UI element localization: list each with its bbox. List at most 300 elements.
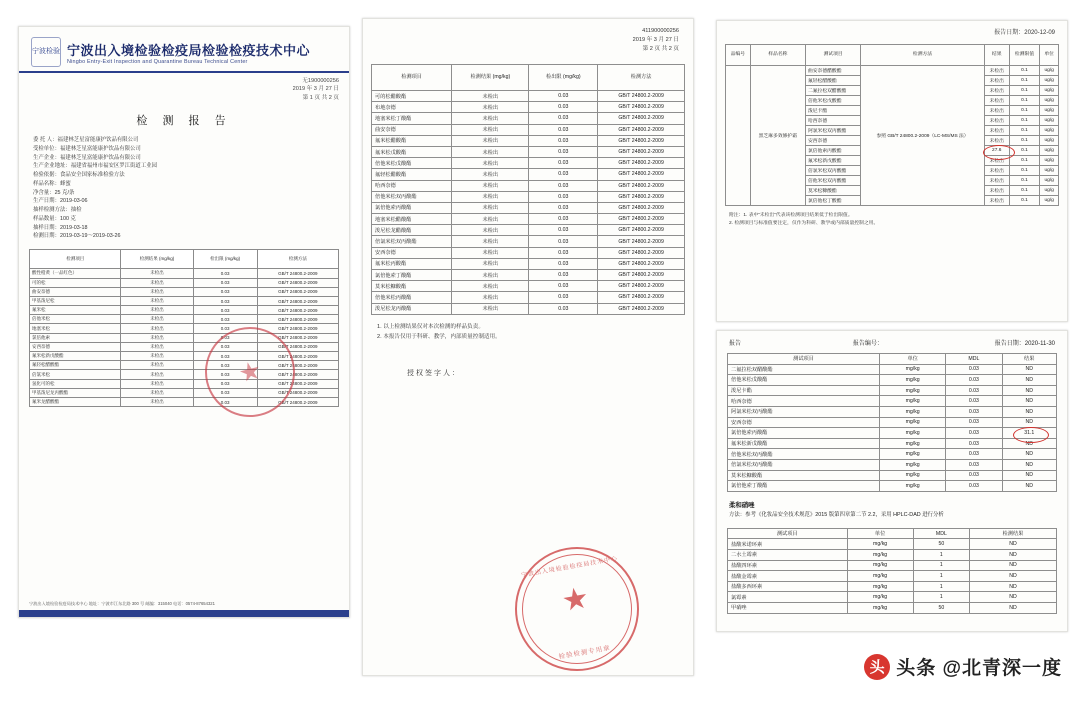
doc3-limit: 0.1 (1009, 86, 1040, 96)
table-cell: 1 (913, 581, 969, 592)
doc1-field-9: 样品数量：100 克 (33, 215, 76, 222)
table-cell: 盐酸金霉素 (728, 571, 848, 582)
table-cell: GB/T 24800.2-2009 (257, 269, 338, 278)
table-row (372, 303, 685, 314)
doc3-table-col-5: 检测限值 (1009, 45, 1040, 66)
table-cell: mg/kg (880, 438, 946, 449)
table-row (30, 306, 339, 315)
table-row (30, 278, 339, 287)
table-cell: 0.03 (193, 278, 257, 287)
table-row (728, 396, 1057, 407)
doc4-table1-col-2: MDL (946, 354, 1002, 365)
table-cell: 未检出 (121, 352, 193, 361)
table-cell: 未检出 (452, 214, 529, 225)
doc3-limit: 0.1 (1009, 96, 1040, 106)
table-cell: GB/T 24800.2-2009 (598, 214, 685, 225)
doc3-unit: ug/g (1040, 186, 1059, 196)
table-cell: 0.03 (946, 481, 1002, 492)
doc3-result: 未检出 (984, 126, 1009, 136)
doc3-limit: 0.1 (1009, 176, 1040, 186)
table-cell: GB/T 24800.2-2009 (257, 306, 338, 315)
table-cell: 未检出 (452, 225, 529, 236)
table-cell: 泼尼松龙丙酸酯 (372, 303, 452, 314)
table-row (728, 385, 1057, 396)
table-cell: 未检出 (121, 315, 193, 324)
table-row (372, 281, 685, 292)
doc3-sample-name: 黑芝麻多效修护霜 (750, 66, 805, 206)
doc3-limit: 0.1 (1009, 196, 1040, 206)
table-cell: mg/kg (847, 571, 913, 582)
table-cell: ND (1002, 417, 1057, 428)
table-cell: 0.03 (529, 202, 598, 213)
table-cell: 安西奈德 (30, 342, 121, 351)
table-row (728, 571, 1057, 582)
doc1-footer (19, 598, 349, 617)
table-cell: mg/kg (880, 396, 946, 407)
table-row (728, 438, 1057, 449)
doc2-table-col-0: 检测项目 (372, 64, 452, 90)
table-cell: 0.03 (529, 135, 598, 146)
doc3-table-col-3: 检测方法 (861, 45, 985, 66)
table-row (30, 397, 339, 406)
table-cell: 泼尼松龙醋酸酯 (372, 225, 452, 236)
doc3-unit: ug/g (1040, 126, 1059, 136)
doc2-table-col-1: 检测结果 (mg/kg) (452, 64, 529, 90)
table-cell: 0.03 (193, 324, 257, 333)
table-cell: ND (969, 571, 1056, 582)
table-row (728, 581, 1057, 592)
table-row (372, 180, 685, 191)
doc4-highlight-ellipse (1013, 427, 1049, 443)
doc1-field-7: 生产日期：2019-03-06 (33, 198, 88, 205)
table-cell: 0.03 (193, 287, 257, 296)
table-cell: 0.03 (946, 459, 1002, 470)
seal-bottom-text: 检验检测专用章 (558, 644, 612, 661)
table-row (372, 91, 685, 102)
table-cell: 0.03 (529, 270, 598, 281)
table-cell: 未检出 (121, 333, 193, 342)
table-cell: 0.03 (946, 385, 1002, 396)
table-cell: 0.03 (529, 180, 598, 191)
table-cell: 盐酸四环素 (728, 560, 848, 571)
table-cell: 二氟拉松双醋酸酯 (728, 364, 880, 375)
table-cell: 氟米松丙酸酯 (372, 258, 452, 269)
doc1-report-title: 检 测 报 告 (136, 115, 232, 128)
agency-logo-icon: 宁波检验 (31, 37, 61, 67)
table-cell: GB/T 24800.2-2009 (598, 102, 685, 113)
table-cell: 氯倍他索丁酸酯 (728, 481, 880, 492)
table-cell: 0.03 (529, 146, 598, 157)
table-cell: 未检出 (121, 296, 193, 305)
table-row (30, 388, 339, 397)
table-row (372, 202, 685, 213)
table-cell: 0.03 (946, 428, 1002, 439)
table-cell: GB/T 24800.2-2009 (257, 379, 338, 388)
table-row (30, 315, 339, 324)
table-cell: 倍他米松丙酸酯 (372, 292, 452, 303)
table-cell: 地塞米松 (30, 324, 121, 333)
table-row (372, 102, 685, 113)
table-cell: 未检出 (121, 306, 193, 315)
table-cell: 氟米松新戊酸酯 (30, 352, 121, 361)
table-cell: 0.03 (193, 379, 257, 388)
table-cell: 未检出 (121, 324, 193, 333)
table-cell: GB/T 24800.2-2009 (598, 270, 685, 281)
table-cell: 氟米松新戊酸酯 (728, 438, 880, 449)
table-cell: 0.03 (529, 281, 598, 292)
table-row (728, 449, 1057, 460)
table-cell: GB/T 24800.2-2009 (257, 342, 338, 351)
table-row (30, 296, 339, 305)
doc4-table1-col-3: 结果 (1002, 354, 1057, 365)
table-row (372, 146, 685, 157)
doc2-red-seal-stamp (505, 537, 649, 681)
table-cell: 可的松 (30, 278, 121, 287)
table-cell: 0.03 (529, 214, 598, 225)
doc3-limit: 0.1 (1009, 76, 1040, 86)
table-row (728, 560, 1057, 571)
table-cell: 未检出 (452, 236, 529, 247)
doc3-limit: 0.1 (1009, 146, 1040, 156)
table-cell: 泼尼卡酯 (728, 385, 880, 396)
doc1-table-header-row (30, 250, 339, 269)
doc1-title-en: Ningbo Entry-Exit Inspection and Quarantine Bureau Technical Center (67, 58, 248, 65)
table-cell: GB/T 24800.2-2009 (598, 281, 685, 292)
doc3-result: 未检出 (984, 196, 1009, 206)
seal-top-text: 宁波出入境检验检疫局技术中心 (520, 556, 619, 580)
table-cell: 倍他米松双丙酸酯 (372, 191, 452, 202)
table-cell: GB/T 24800.2-2009 (598, 258, 685, 269)
table-cell: 盐酸米诺环素 (728, 539, 848, 550)
table-cell: 未检出 (452, 124, 529, 135)
table-cell: 0.03 (193, 296, 257, 305)
table-cell: 哈西奈德 (728, 396, 880, 407)
doc1-field-5: 样品名称：蜂蜜 (33, 180, 71, 187)
doc1-table-col-1: 检测结果 (mg/kg) (121, 250, 193, 269)
table-cell: ND (969, 550, 1056, 561)
table-cell: 氯倍他索丙酸酯 (372, 202, 452, 213)
doc4-header-mid: 报告编号： (852, 341, 883, 347)
document-bottom-right (716, 330, 1068, 632)
doc3-unit: ug/g (1040, 146, 1059, 156)
table-cell: 0.03 (946, 438, 1002, 449)
table-cell: mg/kg (847, 550, 913, 561)
table-cell: ND (969, 602, 1056, 613)
table-row (728, 592, 1057, 603)
doc3-test-item: 氟轻松醋酸酯 (805, 76, 860, 86)
table-row (728, 417, 1057, 428)
table-cell: 未检出 (121, 278, 193, 287)
table-cell: ND (1002, 385, 1057, 396)
table-cell: 未检出 (452, 169, 529, 180)
table-cell: 0.03 (946, 470, 1002, 481)
table-cell: ND (969, 592, 1056, 603)
doc3-result: 未检出 (984, 186, 1009, 196)
doc2-table-header-row (372, 64, 685, 90)
table-cell: 未检出 (121, 342, 193, 351)
doc3-unit: ug/g (1040, 156, 1059, 166)
table-cell: 0.03 (193, 269, 257, 278)
table-row (372, 113, 685, 124)
doc3-notes: 附注：1. 表中“未检出”代表该检测项目结果低于检出限值。 2. 检测项目与标准值要注定，仅作为科研、教学或内部质量控制之用。 (729, 213, 879, 227)
doc1-field-3: 生产企业地址：福建省福州市福安区罗江街道工业园 (33, 163, 157, 170)
doc3-report-date: 报告日期：2020-12-09 (994, 30, 1055, 36)
doc3-result: 未检出 (984, 116, 1009, 126)
table-cell: 0.03 (529, 124, 598, 135)
doc3-result: 未检出 (984, 66, 1009, 76)
doc3-limit: 0.1 (1009, 156, 1040, 166)
table-cell: 50 (913, 539, 969, 550)
table-cell: 莫米松糠酸酯 (728, 470, 880, 481)
table-cell: ND (1002, 481, 1057, 492)
table-cell: 0.03 (529, 91, 598, 102)
table-cell: GB/T 24800.2-2009 (257, 361, 338, 370)
table-cell: 未检出 (121, 397, 193, 406)
doc3-result: 未检出 (984, 136, 1009, 146)
table-cell: 未检出 (452, 113, 529, 124)
table-row (372, 169, 685, 180)
table-cell: GB/T 24800.2-2009 (257, 287, 338, 296)
table-cell: ND (1002, 406, 1057, 417)
doc1-header (19, 27, 349, 73)
table-cell: 1 (913, 592, 969, 603)
doc3-table-header-row (726, 45, 1059, 66)
doc4-header (717, 331, 1067, 347)
table-cell: 0.03 (529, 258, 598, 269)
doc1-table-col-0: 检测项目 (30, 250, 121, 269)
table-cell: GB/T 24800.2-2009 (257, 388, 338, 397)
table-cell: GB/T 24800.2-2009 (598, 303, 685, 314)
table-row (30, 269, 339, 278)
table-cell: 倍他米松戊酸酯 (372, 158, 452, 169)
table-cell: 0.03 (193, 370, 257, 379)
doc3-test-item: 安西奈德 (805, 136, 860, 146)
table-row (372, 191, 685, 202)
table-row (726, 66, 1059, 76)
doc4-header-left: 报告 (729, 341, 742, 347)
doc3-limit: 0.1 (1009, 186, 1040, 196)
watermark (864, 653, 1062, 680)
table-cell: GB/T 24800.2-2009 (598, 202, 685, 213)
table-cell: ND (1002, 375, 1057, 386)
table-row (728, 406, 1057, 417)
table-cell: 0.03 (193, 397, 257, 406)
doc3-highlight-ellipse (983, 145, 1015, 160)
table-row (728, 550, 1057, 561)
table-cell: 氯倍他索 (30, 333, 121, 342)
table-cell: 0.03 (529, 169, 598, 180)
doc3-limit: 0.1 (1009, 66, 1040, 76)
table-cell: 甲硝唑 (728, 602, 848, 613)
table-row (372, 258, 685, 269)
doc4-table1-col-1: 单位 (880, 354, 946, 365)
table-cell: ND (969, 560, 1056, 571)
table-cell: mg/kg (880, 417, 946, 428)
doc3-unit: ug/g (1040, 166, 1059, 176)
table-cell: GB/T 24800.2-2009 (598, 169, 685, 180)
doc3-test-item: 阿氯米松双丙酸酯 (805, 126, 860, 136)
doc3-test-item: 曲安奈德醋酸酯 (805, 66, 860, 76)
doc1-field-6: 净含量：25 克/条 (33, 189, 75, 196)
doc3-unit: ug/g (1040, 136, 1059, 146)
table-cell: GB/T 24800.2-2009 (598, 180, 685, 191)
table-cell: 可的松醋酸酯 (372, 91, 452, 102)
table-cell: 未检出 (121, 379, 193, 388)
table-cell: mg/kg (880, 449, 946, 460)
table-cell: 0.03 (193, 342, 257, 351)
table-cell: 0.03 (529, 102, 598, 113)
table-cell: GB/T 24800.2-2009 (598, 225, 685, 236)
doc1-table-col-3: 检测方法 (257, 250, 338, 269)
table-cell: 未检出 (452, 258, 529, 269)
table-cell: 哈西奈德 (372, 180, 452, 191)
doc3-result: 未检出 (984, 156, 1009, 166)
table-cell: 0.03 (946, 417, 1002, 428)
doc3-table-col-2: 测试项目 (805, 45, 860, 66)
doc3-result: 未检出 (984, 166, 1009, 176)
table-cell: 未检出 (452, 247, 529, 258)
table-cell: 1 (913, 571, 969, 582)
doc4-section-subtitle: 方法：参考《化妆品安全技术规范》2015 版第四章第二节 2.2，采用 HPLC-DAD 进行分析 (729, 511, 944, 518)
doc4-table2-header-row (728, 528, 1057, 539)
doc4-results-table-1 (727, 353, 1057, 492)
table-cell: 未检出 (452, 91, 529, 102)
doc1-blue-bar (19, 610, 349, 617)
doc3-result: 未检出 (984, 96, 1009, 106)
doc2-table-col-2: 检出限 (mg/kg) (529, 64, 598, 90)
doc3-table-col-1: 样品名称 (750, 45, 805, 66)
table-cell: ND (1002, 449, 1057, 460)
table-cell: 氟米松醋酸酯 (372, 135, 452, 146)
table-cell: 氟米松戊酸酯 (372, 146, 452, 157)
table-cell: mg/kg (847, 560, 913, 571)
table-cell: GB/T 24800.2-2009 (257, 324, 338, 333)
table-cell: 0.03 (193, 352, 257, 361)
table-cell: mg/kg (880, 385, 946, 396)
table-cell: 0.03 (529, 292, 598, 303)
table-row (372, 158, 685, 169)
doc3-test-item: 倍他米松双丙酸酯 (805, 176, 860, 186)
table-cell: mg/kg (880, 364, 946, 375)
table-cell: 0.03 (193, 333, 257, 342)
table-cell: 倍氯米松双丙酸酯 (728, 459, 880, 470)
table-cell: 0.03 (946, 375, 1002, 386)
table-cell: 未检出 (121, 370, 193, 379)
table-cell: GB/T 24800.2-2009 (598, 247, 685, 258)
table-cell: mg/kg (880, 375, 946, 386)
table-row (372, 247, 685, 258)
table-cell: 31.1 (1002, 428, 1057, 439)
table-cell: GB/T 24800.2-2009 (257, 296, 338, 305)
doc3-table-col-0: 品编号 (726, 45, 751, 66)
table-cell: 未检出 (452, 270, 529, 281)
table-cell: 未检出 (452, 292, 529, 303)
table-cell: 1 (913, 550, 969, 561)
doc4-table2-col-3: 检测结果 (969, 528, 1056, 539)
doc3-table-col-6: 单位 (1040, 45, 1059, 66)
table-cell: mg/kg (847, 592, 913, 603)
table-cell: 安西奈德 (728, 417, 880, 428)
table-cell: 甲基泼尼龙丙酸酯 (30, 388, 121, 397)
table-cell: 0.03 (529, 236, 598, 247)
doc1-meta: 无1900000256 2019 年 3 月 27 日 第 1 页 共 2 页 (292, 78, 339, 101)
table-cell: 未检出 (121, 361, 193, 370)
doc3-table-col-4: 结果 (984, 45, 1009, 66)
doc3-method: 参照 GB/T 24800.2-2009（LC-MS/MS 法） (861, 66, 985, 206)
table-row (728, 364, 1057, 375)
table-cell: GB/T 24800.2-2009 (598, 91, 685, 102)
table-cell: 未检出 (452, 102, 529, 113)
table-cell: mg/kg (880, 481, 946, 492)
table-cell: 0.03 (193, 315, 257, 324)
table-cell: 氯倍他索丙酸酯 (728, 428, 880, 439)
doc1-field-0: 委 托 人：福建林芝星富能康护饮品有限公司 (33, 137, 139, 144)
table-cell: 0.03 (529, 158, 598, 169)
table-row (372, 214, 685, 225)
doc3-result: 未检出 (984, 106, 1009, 116)
document-top-right (716, 20, 1068, 322)
table-cell: ND (1002, 459, 1057, 470)
doc3-sample-id (726, 66, 751, 206)
doc2-notes: 1. 以上检测结果仅对本次检测的样品负责。 2. 本报告仅用于科研、教学，内部质量控制适用。 (377, 323, 501, 340)
table-cell: GB/T 24800.2-2009 (257, 333, 338, 342)
table-cell: 地塞米松丁酸酯 (372, 113, 452, 124)
table-cell: 氟轻松醋酸酯 (30, 361, 121, 370)
table-cell: GB/T 24800.2-2009 (598, 124, 685, 135)
doc3-unit: ug/g (1040, 96, 1059, 106)
doc2-meta: 411900000256 2019 年 3 月 27 日 第 2 页 共 2 页 (632, 28, 679, 52)
doc3-result: 未检出 (984, 76, 1009, 86)
doc2-signature-label: 授权签字人： (407, 370, 461, 378)
doc4-table1-col-0: 测试项目 (728, 354, 880, 365)
doc3-result: 未检出 (984, 86, 1009, 96)
table-cell: 氢化可的松 (30, 379, 121, 388)
table-row (728, 375, 1057, 386)
toutiao-logo-icon: 头 (864, 654, 890, 680)
table-row (728, 470, 1057, 481)
doc1-table-col-2: 检出限 (mg/kg) (193, 250, 257, 269)
table-cell: 0.03 (529, 247, 598, 258)
table-cell: 曲安奈德 (30, 287, 121, 296)
document-middle (362, 18, 694, 676)
table-row (30, 342, 339, 351)
doc3-unit: ug/g (1040, 76, 1059, 86)
table-cell: 阿氯米松双丙酸酯 (728, 406, 880, 417)
doc3-test-item: 氟米松新戊酸酯 (805, 156, 860, 166)
doc1-field-11: 检测日期：2019-03-19～2019-03-26 (33, 233, 121, 240)
table-cell: 0.03 (946, 406, 1002, 417)
table-cell: 氟轻松醋酸酯 (372, 169, 452, 180)
doc3-results-table (725, 44, 1059, 206)
table-cell: 0.03 (946, 396, 1002, 407)
table-cell: 二水土霉素 (728, 550, 848, 561)
doc3-limit: 0.1 (1009, 136, 1040, 146)
table-cell: GB/T 24800.2-2009 (598, 113, 685, 124)
doc3-test-item: 倍氯米松双丙酸酯 (805, 166, 860, 176)
table-cell: 未检出 (121, 269, 193, 278)
table-cell: 甲基泼尼松 (30, 296, 121, 305)
table-cell: 0.03 (946, 449, 1002, 460)
doc1-fields (19, 136, 349, 241)
table-cell: 倍他米松双丙酸酯 (728, 449, 880, 460)
table-cell: GB/T 24800.2-2009 (598, 236, 685, 247)
doc4-header-right: 报告日期：2020-11-30 (994, 341, 1055, 347)
doc3-test-item: 泼尼卡酯 (805, 106, 860, 116)
table-row (728, 602, 1057, 613)
table-cell: GB/T 24800.2-2009 (257, 397, 338, 406)
doc2-table-col-3: 检测方法 (598, 64, 685, 90)
table-cell: 倍氯米松 (30, 370, 121, 379)
